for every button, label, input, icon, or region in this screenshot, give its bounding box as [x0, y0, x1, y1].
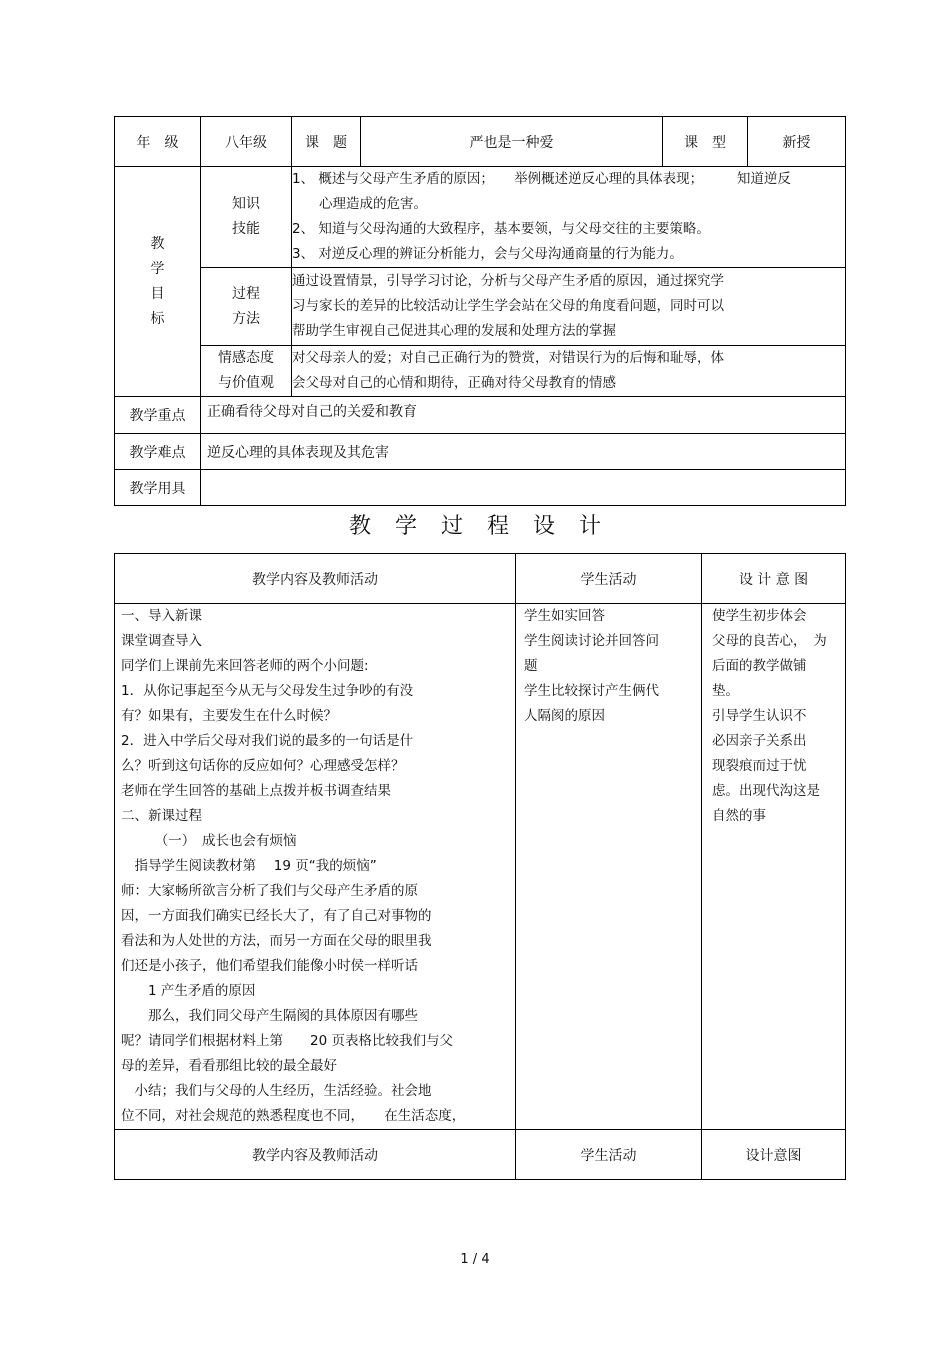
objectives-label-char: 标 [150, 310, 165, 327]
student-line: 人隔阂的原因 [524, 708, 605, 724]
teacher-line: 呢？请同学们根据材料上第 20 页表格比较我们与父 [121, 1033, 453, 1049]
difficulty-value [201, 434, 846, 470]
design-line: 虑。出现代沟这是 [712, 783, 820, 799]
header-design-intent: 设 计 意 图 [702, 554, 846, 604]
objectives-label-char: 目 [150, 285, 165, 302]
teacher-line: 位不同，对社会规范的熟悉程度也不同， 在生活态度， [121, 1108, 466, 1124]
emotion-label [201, 346, 292, 397]
teacher-line: 一、导入新课 [121, 608, 202, 624]
teacher-line: 母的差异，看看那组比较的最全最好 [121, 1058, 337, 1074]
design-line: 使学生初步体会 [712, 608, 807, 624]
key-point-value [201, 397, 846, 434]
teacher-line: 看法和为人处世的方法，而另一方面在父母的眼里我 [121, 933, 432, 949]
design-line: 父母的良苦心， 为 [712, 633, 827, 649]
teacher-line: 1 产生矛盾的原因 [121, 983, 256, 999]
objectives-label-char: 学 [150, 260, 165, 277]
key-point-text: 正确看待父母对自己的关爱和教育 [207, 404, 417, 420]
key-point-label: 教学重点 [115, 397, 201, 434]
topic-value: 严也是一种爱 [361, 117, 663, 167]
student-activity-content [516, 604, 702, 1130]
difficulty-label: 教学难点 [115, 434, 201, 470]
design-line: 必因亲子关系出 [712, 733, 807, 749]
footer-teacher-activity: 教学内容及教师活动 [115, 1130, 516, 1180]
process-design-table [114, 553, 846, 1180]
objectives-label-char: 教 [150, 235, 165, 252]
process-line: 帮助学生审视自己促进其心理的发展和处理方法的掌握 [292, 323, 616, 339]
footer-design-intent: 设计意图 [702, 1130, 846, 1180]
process-line: 通过设置情景，引导学习讨论，分析与父母产生矛盾的原因，通过探究学 [292, 273, 724, 289]
emotion-line: 会父母对自己的心情和期待，正确对待父母教育的情感 [292, 375, 616, 391]
design-line: 垫。 [712, 683, 739, 699]
process-content [292, 268, 846, 346]
emotion-label-line: 与价值观 [218, 375, 274, 391]
objectives-label [115, 167, 201, 397]
teacher-line: 那么，我们同父母产生隔阂的具体原因有哪些 [121, 1008, 418, 1024]
knowledge-line: 心理造成的危害。 [292, 196, 427, 212]
student-line: 学生如实回答 [524, 608, 605, 624]
emotion-label-line: 情感态度 [218, 350, 274, 366]
design-line: 现裂痕而过于忧 [712, 758, 807, 774]
emotion-line: 对父母亲人的爱；对自己正确行为的赞赏，对错误行为的后悔和耻辱，体 [292, 350, 724, 366]
teacher-line: 1．从你记事起至今从无与父母发生过争吵的有没 [121, 683, 414, 699]
process-label-line: 方法 [232, 310, 260, 327]
student-line: 学生比较探讨产生俩代 [524, 683, 659, 699]
tools-label: 教学用具 [115, 470, 201, 506]
teacher-activity-content [115, 604, 516, 1130]
teacher-line: 指导学生阅读教材第 19 页“我的烦恼” [121, 858, 377, 874]
header-teacher-activity: 教学内容及教师活动 [115, 554, 516, 604]
teacher-line: 二、新课过程 [121, 808, 202, 824]
tools-value [201, 470, 846, 506]
teacher-line: 2．进入中学后父母对我们说的最多的一句话是什 [121, 733, 414, 749]
grade-label: 年 级 [115, 117, 201, 167]
knowledge-label-line: 知识 [232, 196, 260, 212]
difficulty-text: 逆反心理的具体表现及其危害 [207, 444, 389, 461]
knowledge-label [201, 167, 292, 268]
process-label-line: 过程 [232, 285, 260, 302]
teacher-line: 么？听到这句话你的反应如何？心理感受怎样？ [121, 758, 405, 774]
knowledge-content [292, 167, 846, 268]
teacher-line: 老师在学生回答的基础上点拨并板书调查结果 [121, 783, 391, 799]
type-value: 新授 [748, 117, 846, 167]
emotion-content [292, 346, 846, 397]
page-number: 1 / 4 [460, 1252, 490, 1267]
process-label [201, 268, 292, 346]
teacher-line: 课堂调查导入 [121, 633, 202, 649]
footer-student-activity: 学生活动 [516, 1130, 702, 1180]
knowledge-label-line: 技能 [232, 221, 260, 237]
lesson-info-table [114, 116, 846, 506]
knowledge-line: 1、 概述与父母产生矛盾的原因； 举例概述逆反心理的具体表现； 知道逆反 [292, 171, 791, 187]
knowledge-line: 2、 知道与父母沟通的大致程序，基本要领，与父母交往的主要策略。 [292, 221, 710, 237]
teacher-line: 因，一方面我们确实已经长大了，有了自己对事物的 [121, 908, 432, 924]
teacher-line: 有？如果有，主要发生在什么时候？ [121, 708, 337, 724]
process-line: 习与家长的差异的比较活动让学生学会站在父母的角度看问题，同时可以 [292, 298, 724, 314]
teacher-line: 们还是小孩子，他们希望我们能像小时侯一样听话 [121, 958, 418, 974]
design-line: 自然的事 [712, 808, 766, 824]
student-line: 题 [524, 658, 538, 674]
teacher-line: 同学们上课前先来回答老师的两个小问题: [121, 658, 369, 674]
design-line: 后面的教学做铺 [712, 658, 807, 674]
design-line: 引导学生认识不 [712, 708, 807, 724]
type-label: 课 型 [663, 117, 748, 167]
teacher-line: （一） 成长也会有烦恼 [121, 833, 297, 849]
header-student-activity: 学生活动 [516, 554, 702, 604]
teacher-line: 师：大家畅所欲言分析了我们与父母产生矛盾的原 [121, 883, 418, 899]
teacher-line: 小结；我们与父母的人生经历，生活经验。社会地 [121, 1083, 432, 1099]
knowledge-line: 3、 对逆反心理的辨证分析能力，会与父母沟通商量的行为能力。 [292, 246, 683, 262]
design-intent-content [702, 604, 846, 1130]
topic-label: 课 题 [292, 117, 361, 167]
section-title: 教学过程设计 [348, 514, 625, 539]
student-line: 学生阅读讨论并回答问 [524, 633, 659, 649]
grade-value: 八年级 [201, 117, 292, 167]
